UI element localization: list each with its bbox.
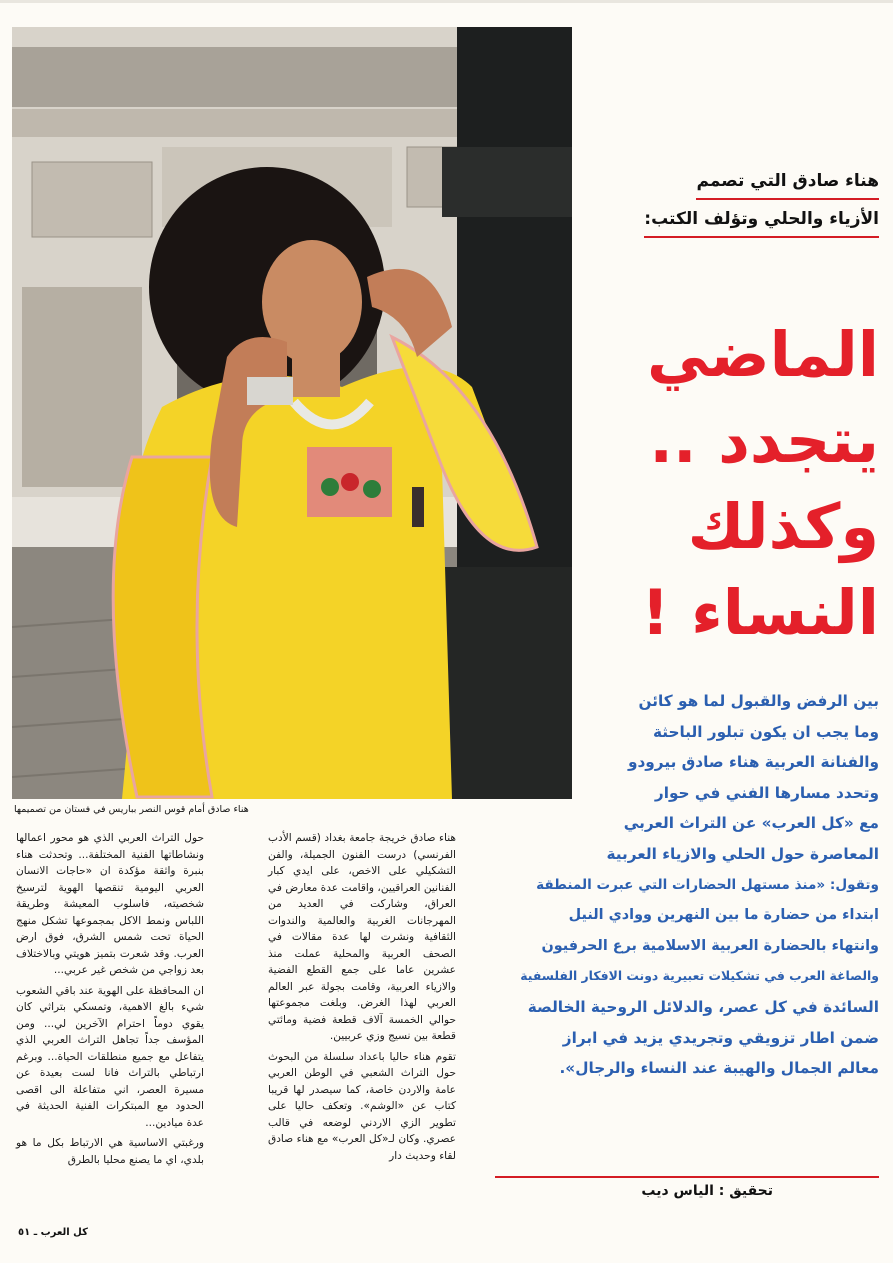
intro-line: وانتهاء بالحضارة العربية الاسلامية برع الحرفيون	[541, 937, 879, 954]
page-folio: كل العرب ـ ٥١	[18, 1227, 88, 1238]
intro-line: والفنانة العربية هناء صادق بيرودو	[627, 753, 879, 772]
headline-line-4: النساء !	[641, 576, 879, 649]
intro-line: بين الرفض والقبول لما هو كائن	[638, 692, 879, 710]
intro-line: وتحدد مسارها الفني في حوار	[654, 783, 879, 802]
intro-line: وتقول: «منذ مستهل الحضارات التي عبرت المنطقة	[536, 876, 879, 893]
body-paragraph: ان المحافظة على الهوية عند باقي الشعوب شيء بالغ الاهمية، وتمسكي بتراثي كان يقوي دوماً احترام الآخرين لي... ومن المؤسف جداً تجاهل التراث العربي الذي يتفاعل مع جميع منطلقات الحياة... وبرغم ارتباطي بالتراث فانا لست بعيدة عن مسيرة العصر، اني متفاعلة الى اقصى الحدود مع المبتكرات الفنية الحديثة في عدة ميادين...	[16, 984, 204, 1129]
byline-author: الياس ديب	[641, 1183, 714, 1199]
headline-line-2: يتجدد ..	[649, 404, 879, 477]
subtitle	[559, 168, 879, 244]
intro-line: ضمن اطار تزويقي وتجريدي يزيد في ابراز	[562, 1028, 879, 1047]
body-column-right	[268, 830, 456, 1168]
top-rule	[0, 0, 893, 3]
subtitle-line-1: هناء صادق التي تصمم	[696, 168, 879, 200]
headline	[579, 312, 879, 656]
intro-line: السائدة في كل عصر، والدلائل الروحية الخالصة	[527, 997, 879, 1016]
intro-line: المعاصرة حول الحلي والازياء العربية	[606, 844, 879, 863]
body-paragraph: ورغبتي الاساسية هي الارتباط بكل ما هو بلدي، اي ما يصنع محليا بالطرق	[16, 1137, 204, 1166]
intro-paragraph	[520, 686, 879, 1084]
body-paragraph: هناء صادق خريجة جامعة بغداد (قسم الأدب الفرنسي) درست الفنون الجميلة، والفن التشكيلي على الاخص، على ايدي كبار الفنانين العراقيين، واقامت عدة معارض في العراق، وشاركت في العديد من المهرجانات الغربية والعالمية والندوات الثقافية ونشرت لها عدة مقالات في الصحف العربية والمحلية عملت منذ عشرين عاما على جمع القطع الفضية والازياء العربية، وقامت بجولة عبر العالم العربي لهذا الغرض. وبلغت مجموعتها حوالي الخمسة آلاف قطعة فضية ومائتي قطعة بين نسيج وزي عربيين.	[268, 832, 456, 1042]
intro-line: وما يجب ان يكون تبلور الباحثة	[652, 722, 879, 741]
intro-line: ابتداء من حضارة ما بين النهرين ووادي النيل	[568, 907, 879, 924]
body-paragraph: تقوم هناء حاليا باعداد سلسلة من البحوث حول التراث الشعبي في الوطن العربي عامة والاردن خاصة، كما سيصدر لها قريبا كتاب عن «الوشم». وتعكف حاليا على تطوير الزي الاردني لوضعه في قالب عصري. وكان لـ«كل العرب» مع هناء صادق لقاء وحديث دار	[268, 1050, 456, 1162]
intro-line: مع «كل العرب» عن التراث العربي	[623, 814, 879, 833]
headline-line-3: وكذلك	[687, 490, 879, 563]
body-paragraph: حول التراث العربي الذي هو محور اعمالها ونشاطاتها الفنية المختلفة... وتحدثت هناء بنبرة واثقة مؤكدة ان «حاجات الانسان العربي اليومية تنقصها الهوية لترسيخ شخصيته، فاسلوب المعيشة وطريقة اللباس ونمط الاكل بمجموعها تشكل منهج الحياة تحت شمس الشرق، فوق ارض العرب. وقد شعرت بتميز هويتي وبالاختلاف بعد زواجي من شخص غير عربي...	[16, 832, 204, 976]
article-photo	[12, 27, 572, 799]
headline-line-1: الماضي	[646, 318, 879, 391]
subtitle-line-2: الأزياء والحلي وتؤلف الكتب:	[644, 206, 879, 238]
body-column-left	[16, 830, 204, 1172]
intro-line: والصاغة العرب في تشكيلات تعبيرية دونت الافكار الفلسفية	[520, 968, 879, 984]
byline-rule	[495, 1176, 879, 1178]
byline-label: تحقيق :	[718, 1183, 773, 1199]
intro-line: معالم الجمال والهيبة عند النساء والرجال».	[559, 1059, 879, 1078]
byline	[641, 1183, 773, 1199]
photo-illustration	[12, 27, 572, 799]
photo-caption: هناء صادق أمام قوس النصر بباريس في فستان من تصميمها	[14, 804, 249, 815]
